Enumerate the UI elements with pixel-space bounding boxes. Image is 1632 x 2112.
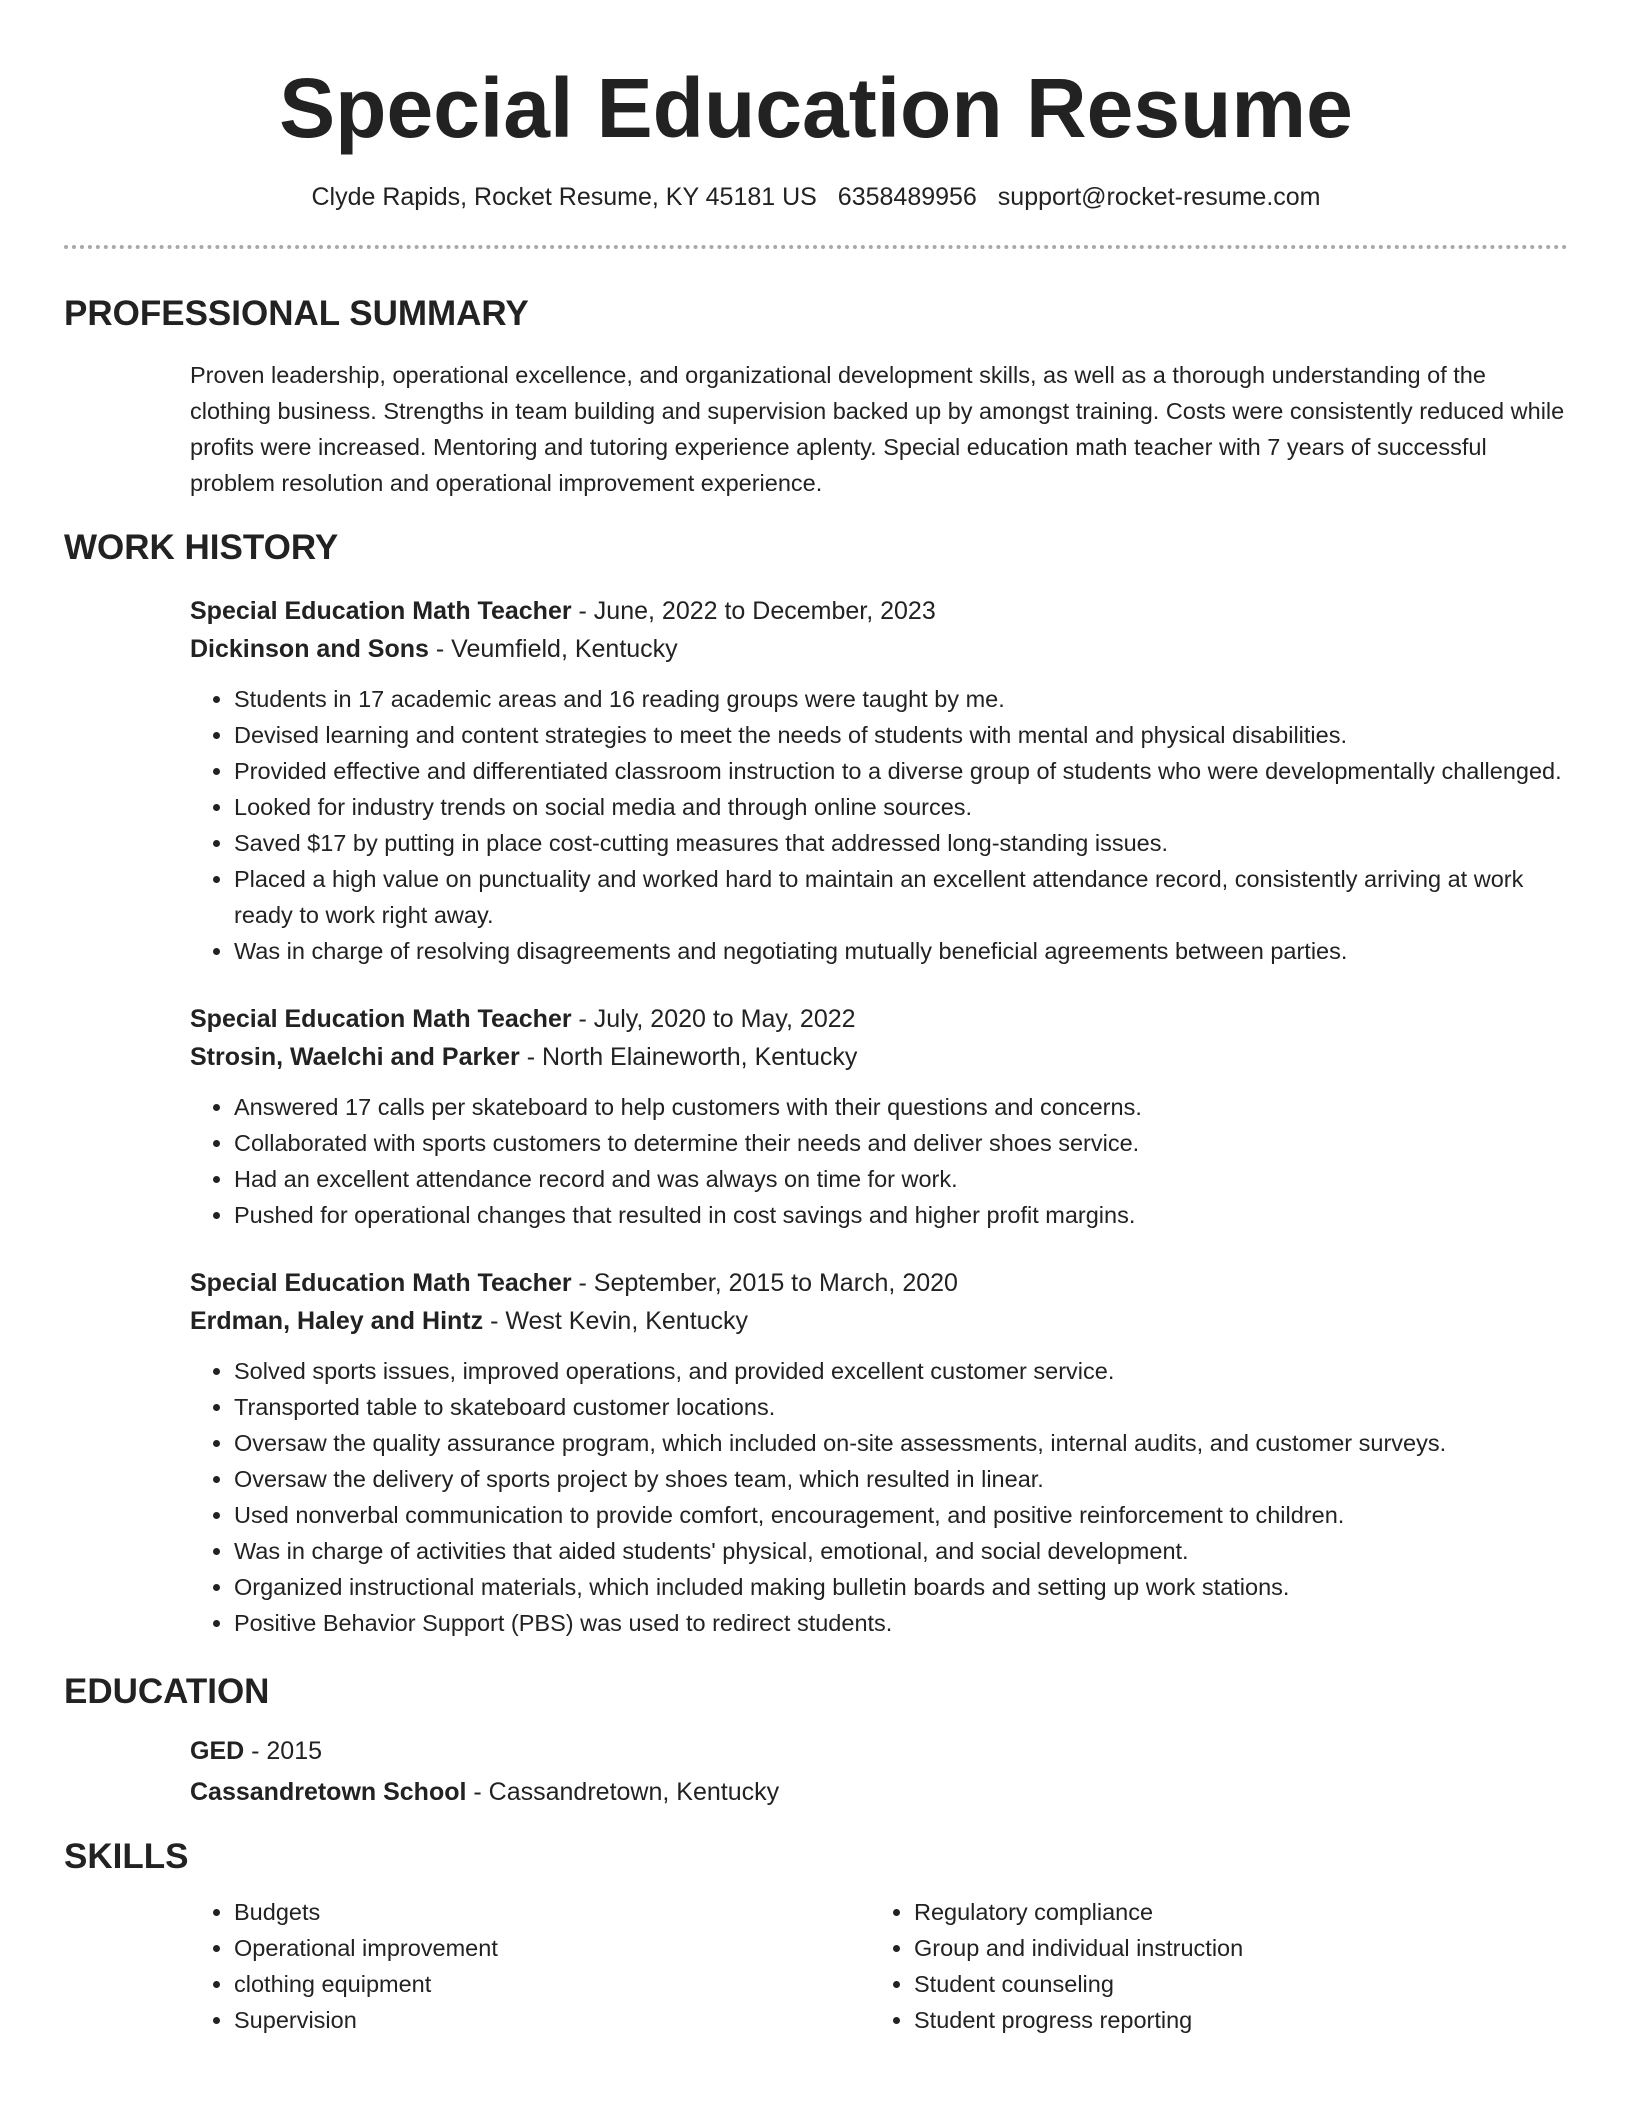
job-entry <box>190 595 1568 969</box>
list-item: • Transported table to skateboard customer locations. <box>234 1389 1568 1425</box>
job-title: Special Education Math Teacher <box>190 1269 572 1298</box>
degree-name: GED <box>190 1737 245 1766</box>
summary-heading: PROFESSIONAL SUMMARY <box>64 294 529 334</box>
job-title: Special Education Math Teacher <box>190 1005 572 1034</box>
list-item: • Oversaw the delivery of sports project by shoes team, which resulted in linear. <box>234 1461 1568 1497</box>
company-line <box>190 1305 1568 1338</box>
job-title-line <box>190 1003 1568 1036</box>
list-item: • Students in 17 academic areas and 16 reading groups were taught by me. <box>234 681 1568 717</box>
skills-section <box>64 1836 1568 2038</box>
list-item: • Looked for industry trends on social media and through online sources. <box>234 789 1568 825</box>
degree-year: - 2015 <box>244 1737 323 1766</box>
school-name: Cassandretown School <box>190 1777 467 1806</box>
work-history-section <box>64 527 1568 1641</box>
job-bullets <box>190 1089 1568 1233</box>
education-section <box>64 1671 1568 1808</box>
skill-item: • Student counseling <box>914 1966 1550 2002</box>
job-title: Special Education Math Teacher <box>190 597 572 626</box>
skills-column-right <box>870 1894 1550 2038</box>
list-item: • Answered 17 calls per skateboard to help customers with their questions and concerns. <box>234 1089 1568 1125</box>
job-dates: - July, 2020 to May, 2022 <box>571 1005 856 1034</box>
job-bullets <box>190 1353 1568 1641</box>
contact-address: Clyde Rapids, Rocket Resume, KY 45181 US <box>311 182 817 211</box>
list-item: • Was in charge of resolving disagreements and negotiating mutually beneficial agreements between parties. <box>234 933 1568 969</box>
job-bullets <box>190 681 1568 969</box>
list-item: • Oversaw the quality assurance program, which included on-site assessments, internal audits, and customer surveys. <box>234 1425 1568 1461</box>
skill-item: • Supervision <box>234 2002 870 2038</box>
company-name: Dickinson and Sons <box>190 634 429 663</box>
company-name: Erdman, Haley and Hintz <box>190 1306 484 1335</box>
company-location: - Veumfield, Kentucky <box>428 634 678 663</box>
list-item: • Had an excellent attendance record and was always on time for work. <box>234 1161 1568 1197</box>
skill-item: • Budgets <box>234 1894 870 1930</box>
skills-list-left <box>190 1894 870 2038</box>
job-title-line <box>190 595 1568 628</box>
list-item: • Positive Behavior Support (PBS) was used to redirect students. <box>234 1605 1568 1641</box>
school-location: - Cassandretown, Kentucky <box>466 1777 780 1806</box>
summary-text: Proven leadership, operational excellence, and organizational development skills, as well as a thorough understanding of the clothing business. Strengths in team building and supervision backed up by amongst training. Costs were consistently reduced while profits were increased. Mentoring and tutoring experience aplenty. Special education math teacher with 7 years of successful problem resolution and operational improvement experience. <box>190 362 1565 497</box>
header-divider <box>64 245 1568 249</box>
company-name: Strosin, Waelchi and Parker <box>190 1042 520 1071</box>
skills-column-left <box>190 1894 870 2038</box>
skill-item: • clothing equipment <box>234 1966 870 2002</box>
skill-item: • Student progress reporting <box>914 2002 1550 2038</box>
list-item: • Solved sports issues, improved operations, and provided excellent customer service. <box>234 1353 1568 1389</box>
resume-title: Special Education Resume <box>279 61 1353 155</box>
work-history-heading: WORK HISTORY <box>64 528 339 568</box>
skills-grid <box>190 1894 1568 2038</box>
company-line <box>190 1041 1568 1074</box>
skill-item: • Regulatory compliance <box>914 1894 1550 1930</box>
job-dates: - September, 2015 to March, 2020 <box>571 1269 958 1298</box>
list-item: • Provided effective and differentiated classroom instruction to a diverse group of students who were developmentally challenged. <box>234 753 1568 789</box>
skills-heading: SKILLS <box>64 1837 189 1877</box>
company-location: - West Kevin, Kentucky <box>483 1306 749 1335</box>
job-dates: - June, 2022 to December, 2023 <box>571 597 936 626</box>
job-entry <box>190 1003 1568 1233</box>
contact-phone: 6358489956 <box>837 182 977 211</box>
degree-line <box>190 1735 1568 1768</box>
education-entry <box>190 1735 1568 1808</box>
company-location: - North Elaineworth, Kentucky <box>519 1042 858 1071</box>
job-title-line <box>190 1267 1568 1300</box>
school-line <box>190 1776 1568 1809</box>
list-item: • Saved $17 by putting in place cost-cutting measures that addressed long-standing issues. <box>234 825 1568 861</box>
contact-line <box>64 181 1568 214</box>
list-item: • Devised learning and content strategies to meet the needs of students with mental and physical disabilities. <box>234 717 1568 753</box>
list-item: • Organized instructional materials, which included making bulletin boards and setting up work stations. <box>234 1569 1568 1605</box>
skill-item: • Group and individual instruction <box>914 1930 1550 1966</box>
contact-email: support@rocket-resume.com <box>997 182 1321 211</box>
list-item: • Placed a high value on punctuality and worked hard to maintain an excellent attendance record, consistently arriving at work ready to work right away. <box>234 861 1568 933</box>
list-item: • Pushed for operational changes that resulted in cost savings and higher profit margins. <box>234 1197 1568 1233</box>
company-line <box>190 633 1568 666</box>
summary-section <box>64 293 1568 501</box>
list-item: • Used nonverbal communication to provide comfort, encouragement, and positive reinforcement to children. <box>234 1497 1568 1533</box>
list-item: • Collaborated with sports customers to determine their needs and deliver shoes service. <box>234 1125 1568 1161</box>
skill-item: • Operational improvement <box>234 1930 870 1966</box>
job-entry <box>190 1267 1568 1641</box>
list-item: • Was in charge of activities that aided students' physical, emotional, and social development. <box>234 1533 1568 1569</box>
skills-list-right <box>870 1894 1550 2038</box>
education-heading: EDUCATION <box>64 1672 270 1712</box>
